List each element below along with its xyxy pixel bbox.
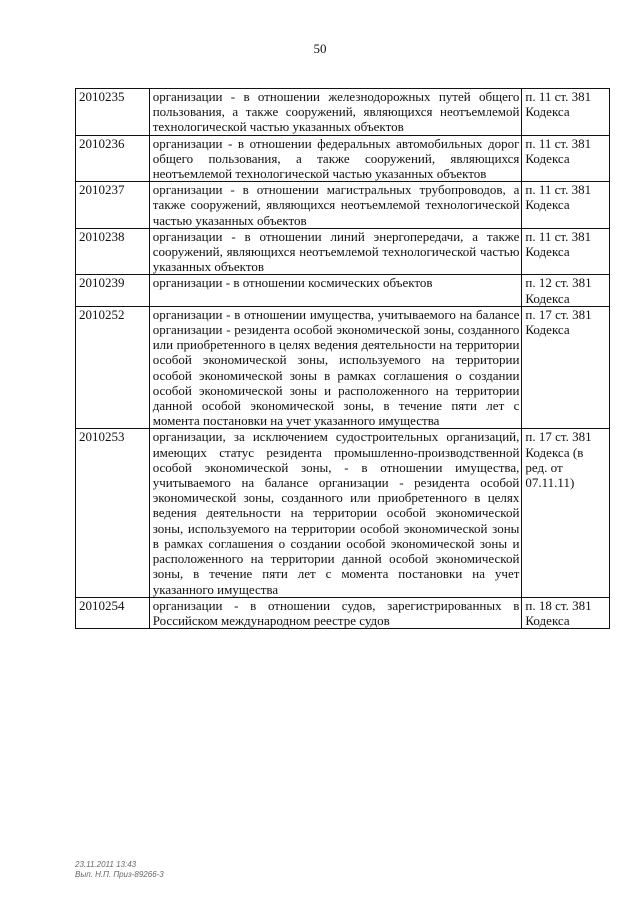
row-reference: п. 11 ст. 381 Кодекса [522, 135, 610, 182]
row-code: 2010239 [76, 275, 150, 306]
footer-timestamp: 23.11.2011 13:43 [75, 860, 137, 869]
row-reference: п. 11 ст. 381 Кодекса [522, 228, 610, 275]
table-row [76, 597, 610, 628]
row-description: организации - в отношении магистральных трубопроводов, а также сооружений, являющихся неотъемлемой технологической частью указанных объектов [149, 182, 522, 229]
table-row [76, 275, 610, 306]
table-row [76, 135, 610, 182]
row-description: организации - в отношении судов, зарегистрированных в Российском международном реестре судов [149, 597, 522, 628]
document-footer [75, 860, 164, 880]
row-description: организации - в отношении линий энергопередачи, а также сооружений, являющихся неотъемлемой технологической частью указанных объектов [149, 228, 522, 275]
row-code: 2010237 [76, 182, 150, 229]
row-reference: п. 17 ст. 381 Кодекса (в ред. от 07.11.11) [522, 429, 610, 597]
page-number: 50 [313, 41, 327, 56]
table-row [76, 306, 610, 429]
row-code: 2010253 [76, 429, 150, 597]
row-reference: п. 11 ст. 381 Кодекса [522, 89, 610, 136]
table-row [76, 182, 610, 229]
row-reference: п. 12 ст. 381 Кодекса [522, 275, 610, 306]
table-row [76, 228, 610, 275]
row-description: организации - в отношении имущества, учитываемого на балансе организации - резидента особой экономической зоны, созданного или приобретенного в целях ведения деятельности на территории особой экономической зоны, используемого на территории особой экономической зоны в рамках соглашения о создании особой экономической зоны и расположенного на территории данной особой экономической зоны, в течение пяти лет с момента постановки на учет указанного имущества [149, 306, 522, 429]
footer-document-id: Вып. Н.П. Приз-89266-3 [75, 870, 164, 879]
row-code: 2010236 [76, 135, 150, 182]
row-code: 2010238 [76, 228, 150, 275]
row-reference: п. 11 ст. 381 Кодекса [522, 182, 610, 229]
table-row [76, 429, 610, 597]
row-reference: п. 18 ст. 381 Кодекса [522, 597, 610, 628]
row-description: организации, за исключением судостроительных организаций, имеющих статус резидента промышленно-производственной особой экономической зоны, - в отношении имущества, учитываемого на балансе организации - резидента особой экономической зоны, созданного или приобретенного в целях ведения деятельности на территории особой экономической зоны, используемого на территории особой экономической зоны в рамках соглашения о создании особой экономической зоны и расположенного на территории данной особой экономической зоны, в течение пяти лет с момента постановки на учет указанного имущества [149, 429, 522, 597]
row-code: 2010252 [76, 306, 150, 429]
row-code: 2010235 [76, 89, 150, 136]
table-row [76, 89, 610, 136]
row-description: организации - в отношении космических объектов [149, 275, 522, 306]
row-description: организации - в отношении федеральных автомобильных дорог общего пользования, а также сооружений, являющихся неотъемлемой технологической частью указанных объектов [149, 135, 522, 182]
row-code: 2010254 [76, 597, 150, 628]
row-description: организации - в отношении железнодорожных путей общего пользования, а также сооружений, являющихся неотъемлемой технологической частью указанных объектов [149, 89, 522, 136]
row-reference: п. 17 ст. 381 Кодекса [522, 306, 610, 429]
tax-code-table [75, 88, 610, 629]
